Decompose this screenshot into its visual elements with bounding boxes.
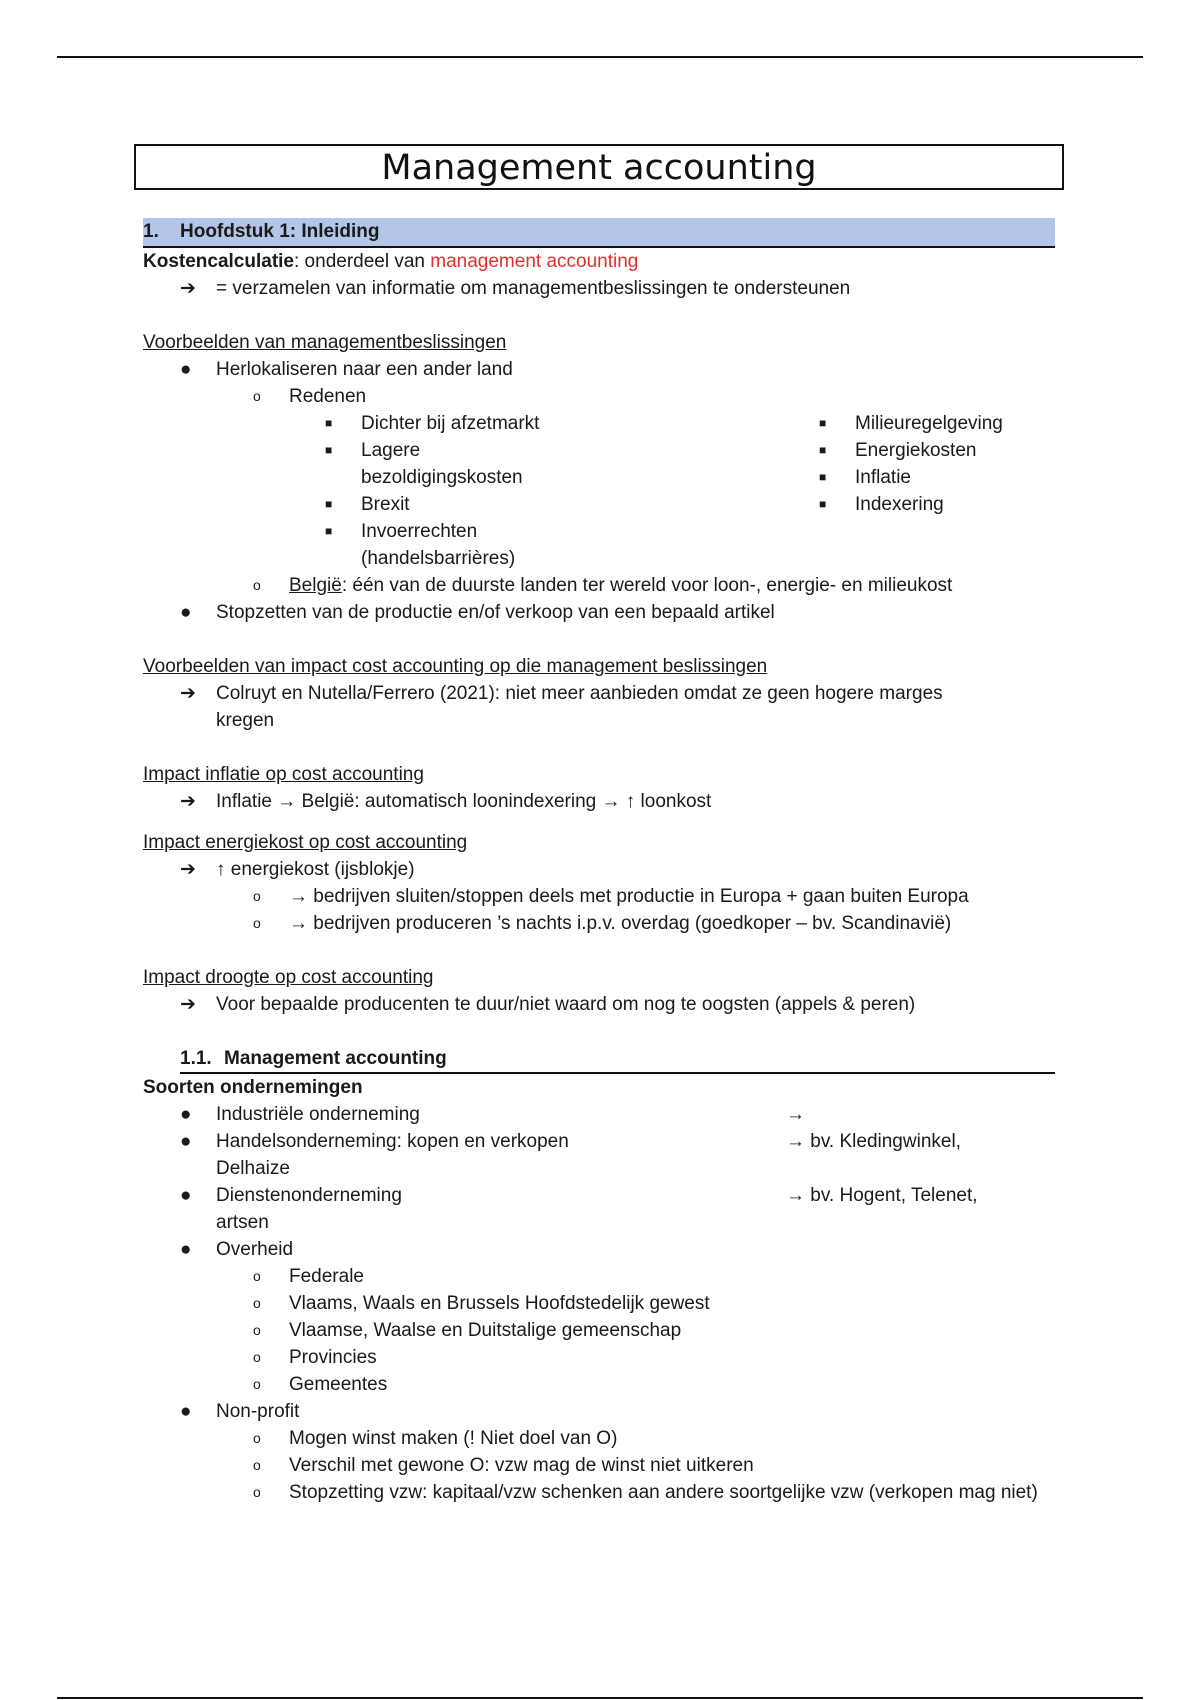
list-item: ● Herlokaliseren naar een ander land — [143, 356, 1063, 383]
intro-definition: ➔ = verzamelen van informatie om managementbeslissingen te ondersteunen — [143, 275, 1063, 302]
subsection-number: 1.1. — [180, 1048, 212, 1069]
right-note: → bv. Kledingwinkel, — [786, 1131, 961, 1152]
reasons-right — [143, 410, 1003, 518]
square-bullet-icon: ■ — [819, 497, 827, 511]
arrow-bullet-icon: ➔ — [180, 994, 196, 1015]
list-item: o Redenen — [143, 383, 1063, 410]
subsection-title: Management accounting — [224, 1048, 447, 1069]
list-item: ■ Inflatie — [143, 464, 1003, 491]
footer-rule — [57, 1697, 1143, 1699]
list-item: o Provincies — [143, 1344, 1063, 1371]
circle-bullet-icon: o — [253, 1484, 261, 1500]
circle-bullet-icon: o — [253, 388, 261, 404]
bullet-icon: ● — [180, 602, 192, 623]
circle-bullet-icon: o — [253, 1349, 261, 1365]
bullet-icon: ● — [180, 1104, 192, 1125]
right-note: → — [786, 1104, 805, 1125]
circle-bullet-icon: o — [253, 1457, 261, 1473]
bullet-icon: ● — [180, 1401, 192, 1422]
list-item: o Verschil met gewone O: vzw mag de winst niet uitkeren — [143, 1452, 1063, 1479]
square-bullet-icon: ■ — [325, 524, 333, 538]
square-bullet-icon: ■ — [819, 416, 827, 430]
list-item: ● Overheid — [143, 1236, 1063, 1263]
list-item: ■ Energiekosten — [143, 437, 1003, 464]
circle-bullet-icon: o — [253, 915, 261, 931]
circle-bullet-icon: o — [253, 888, 261, 904]
list-item-continuation: bezoldigingskosten — [361, 467, 523, 488]
arrow-item: ➔ ↑ energiekost (ijsblokje) — [143, 856, 1063, 883]
square-bullet-icon: ■ — [819, 443, 827, 457]
list-item: ■ Milieuregelgeving — [143, 410, 1003, 437]
chapter-number: 1. — [143, 221, 159, 242]
list-item: o België: één van de duurste landen ter wereld voor loon-, energie- en milieukost — [143, 572, 1063, 599]
bullet-icon: ● — [180, 1185, 192, 1206]
list-item: o Gemeentes — [143, 1371, 1063, 1398]
list-item-continuation: Delhaize — [216, 1158, 290, 1179]
square-bullet-icon: ■ — [819, 470, 827, 484]
intro-term: Kostencalculatie — [143, 251, 294, 272]
section-heading: Soorten ondernemingen — [143, 1077, 363, 1098]
reasons-columns — [143, 410, 1063, 572]
right-note: → bv. Hogent, Telenet, — [786, 1185, 978, 1206]
list-item: o Federale — [143, 1263, 1063, 1290]
intro-link: management accounting — [430, 251, 639, 272]
list-item: o Vlaams, Waals en Brussels Hoofdstedelijk gewest — [143, 1290, 1063, 1317]
list-item: ● Stopzetten van de productie en/of verkoop van een bepaald artikel — [143, 599, 1063, 626]
intro-mid: : onderdeel van — [294, 251, 431, 272]
bullet-icon: ● — [180, 359, 192, 380]
subsection-heading — [180, 1045, 1055, 1074]
arrow-item: ➔ Voor bepaalde producenten te duur/niet waard om nog te oogsten (appels & peren) — [143, 991, 1063, 1018]
chapter-title: Hoofdstuk 1: Inleiding — [180, 221, 380, 242]
page-title: Management accounting — [134, 144, 1064, 190]
document-body — [143, 218, 1063, 1506]
arrow-bullet-icon: ➔ — [180, 683, 196, 704]
intro-line — [143, 248, 1063, 275]
list-item: ■ Lagere — [143, 437, 539, 464]
list-item: ● Dienstenonderneming → bv. Hogent, Telenet, — [143, 1182, 1063, 1209]
bullet-icon: ● — [180, 1239, 192, 1260]
list-item: ■ Indexering — [143, 491, 1003, 518]
square-bullet-icon: ■ — [325, 497, 333, 511]
arrow-item: ➔ Inflatie → België: automatisch loonindexering → ↑ loonkost — [143, 788, 1063, 815]
list-item: o Stopzetting vzw: kapitaal/vzw schenken aan andere soortgelijke vzw (verkopen mag niet) — [143, 1479, 1063, 1506]
list-item: ● Non-profit — [143, 1398, 1063, 1425]
section-heading: Impact droogte op cost accounting — [143, 967, 434, 988]
section-heading: Impact energiekost op cost accounting — [143, 832, 468, 853]
arrow-item-continuation: kregen — [216, 710, 275, 731]
list-item: ■ Dichter bij afzetmarkt — [143, 410, 539, 437]
section-heading: Voorbeelden van impact cost accounting op die management beslissingen — [143, 656, 768, 677]
arrow-bullet-icon: ➔ — [180, 859, 196, 880]
section-heading: Impact inflatie op cost accounting — [143, 764, 424, 785]
circle-bullet-icon: o — [253, 1376, 261, 1392]
arrow-item: ➔ Colruyt en Nutella/Ferrero (2021): niet meer aanbieden omdat ze geen hogere marges — [143, 680, 1063, 707]
circle-bullet-icon: o — [253, 1430, 261, 1446]
circle-bullet-icon: o — [253, 1322, 261, 1338]
list-item: o Mogen winst maken (! Niet doel van O) — [143, 1425, 1063, 1452]
circle-bullet-icon: o — [253, 577, 261, 593]
circle-bullet-icon: o — [253, 1295, 261, 1311]
arrow-bullet-icon: ➔ — [180, 278, 196, 299]
list-item-continuation: artsen — [216, 1212, 269, 1233]
square-bullet-icon: ■ — [325, 416, 333, 430]
square-bullet-icon: ■ — [325, 443, 333, 457]
header-rule — [57, 56, 1143, 58]
circle-bullet-icon: o — [253, 1268, 261, 1284]
list-item: o → bedrijven sluiten/stoppen deels met productie in Europa + gaan buiten Europa — [143, 883, 1063, 910]
list-item: ● Handelsonderneming: kopen en verkopen → bv. Kledingwinkel, — [143, 1128, 1063, 1155]
chapter-heading — [143, 218, 1055, 248]
section-heading: Voorbeelden van managementbeslissingen — [143, 332, 507, 353]
list-item: ● Industriële onderneming → — [143, 1101, 1063, 1128]
list-item: ■ Invoerrechten — [143, 518, 539, 545]
arrow-bullet-icon: ➔ — [180, 791, 196, 812]
list-item: o → bedrijven produceren ’s nachts i.p.v. overdag (goedkoper – bv. Scandinavië) — [143, 910, 1063, 937]
list-item: o Vlaamse, Waalse en Duitstalige gemeenschap — [143, 1317, 1063, 1344]
list-item: ■ Brexit — [143, 491, 539, 518]
list-item-continuation: (handelsbarrières) — [361, 548, 516, 569]
bullet-icon: ● — [180, 1131, 192, 1152]
